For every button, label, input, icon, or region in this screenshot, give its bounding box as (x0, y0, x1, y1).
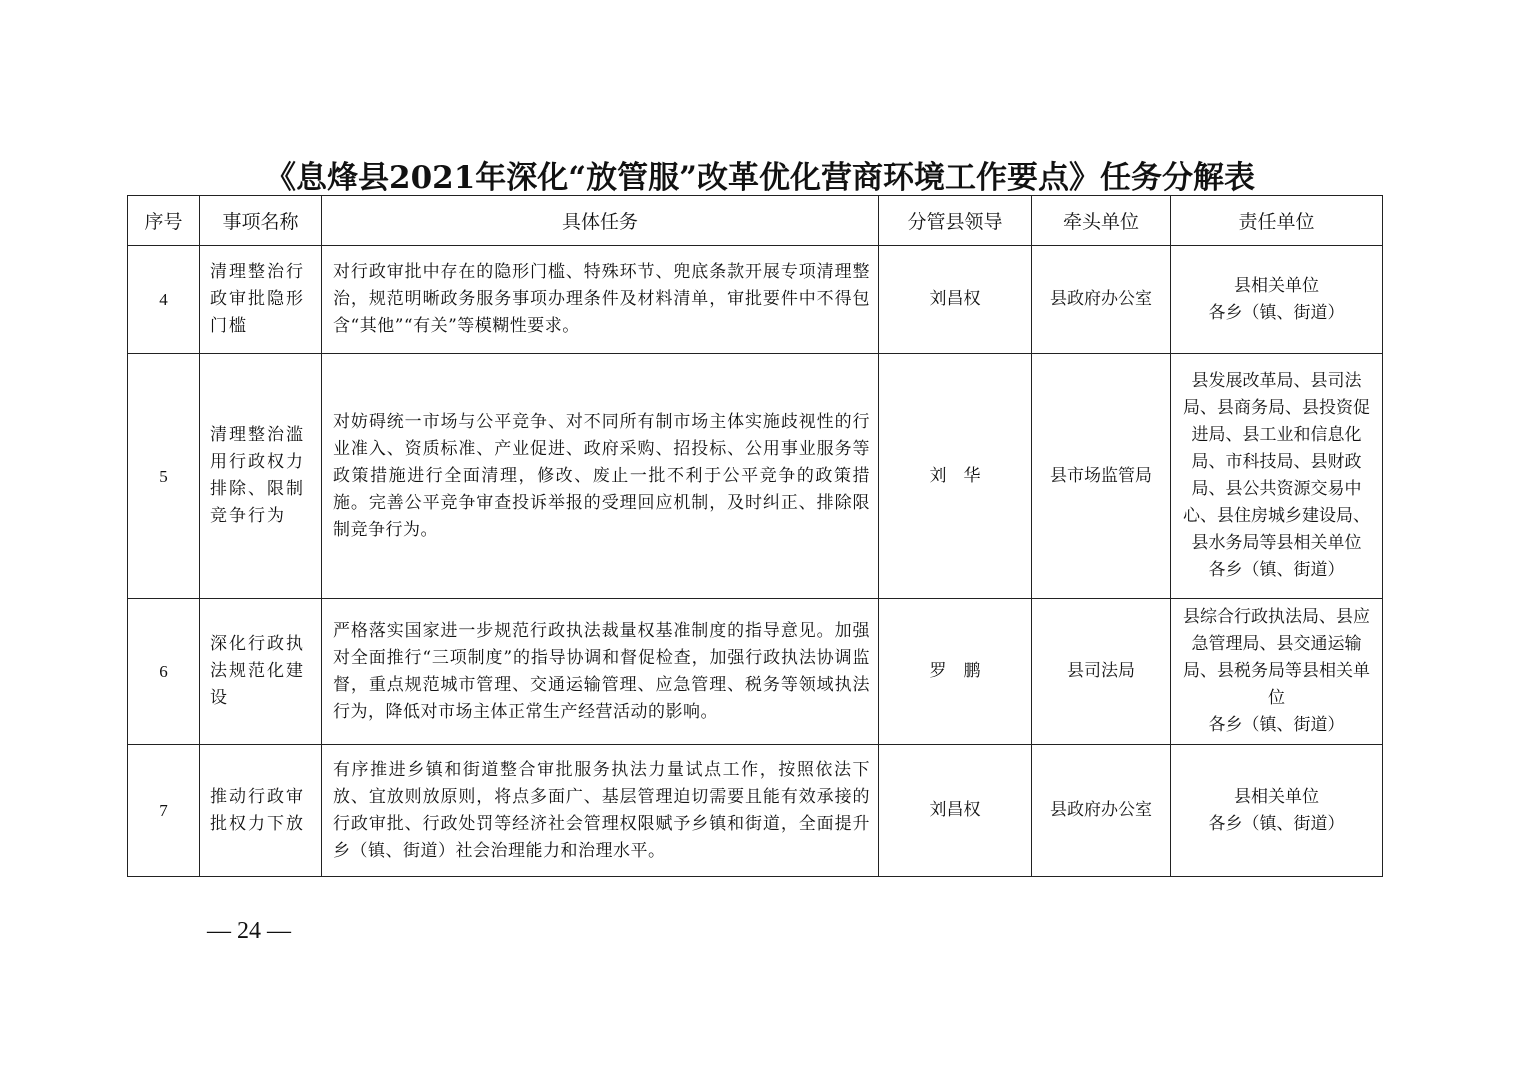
resp-unit-main: 县相关单位 (1234, 275, 1319, 296)
page-number: — 24 — (207, 918, 291, 944)
table-row (128, 745, 1383, 877)
row-leader: 刘昌权 (879, 745, 1032, 877)
resp-unit-towns: 各乡（镇、街道） (1208, 302, 1345, 323)
row-task: 对行政审批中存在的隐形门槛、特殊环节、兜底条款开展专项清理整治，规范明晰政务服务事项办理条件及材料清单，审批要件中不得包含“其他”“有关”等模糊性要求。 (322, 246, 879, 354)
resp-unit-towns: 各乡（镇、街道） (1208, 560, 1345, 580)
row-resp-unit (1171, 354, 1383, 599)
header-task: 具体任务 (322, 196, 879, 246)
row-name: 推动行政审批权力下放 (200, 745, 322, 877)
row-no: 7 (128, 745, 200, 877)
row-no: 5 (128, 354, 200, 599)
row-name: 清理整治行政审批隐形门槛 (200, 246, 322, 354)
resp-unit-towns: 各乡（镇、街道） (1208, 715, 1345, 735)
header-leader: 分管县领导 (879, 196, 1032, 246)
row-leader: 罗 鹏 (879, 599, 1032, 745)
row-lead-unit: 县政府办公室 (1032, 745, 1171, 877)
row-lead-unit: 县政府办公室 (1032, 246, 1171, 354)
row-leader: 刘 华 (879, 354, 1032, 599)
row-task: 对妨碍统一市场与公平竞争、对不同所有制市场主体实施歧视性的行业准入、资质标准、产业促进、政府采购、招投标、公用事业服务等政策措施进行全面清理，修改、废止一批不利于公平竞争的政策措施。完善公平竞争审查投诉举报的受理回应机制，及时纠正、排除限制竞争行为。 (322, 354, 879, 599)
header-resp-unit: 责任单位 (1171, 196, 1383, 246)
row-name: 清理整治滥用行政权力排除、限制竞争行为 (200, 354, 322, 599)
row-resp-unit (1171, 745, 1383, 877)
resp-unit-main: 县相关单位 (1234, 786, 1319, 807)
task-table (127, 195, 1383, 877)
resp-unit-main: 县综合行政执法局、县应急管理局、县交通运输局、县税务局等县相关单位 (1183, 607, 1370, 708)
row-resp-unit (1171, 246, 1383, 354)
table-row (128, 599, 1383, 745)
header-name: 事项名称 (200, 196, 322, 246)
row-task: 有序推进乡镇和街道整合审批服务执法力量试点工作，按照依法下放、宜放则放原则，将点多面广、基层管理迫切需要且能有效承接的行政审批、行政处罚等经济社会管理权限赋予乡镇和街道，全面提升乡（镇、街道）社会治理能力和治理水平。 (322, 745, 879, 877)
row-name: 深化行政执法规范化建设 (200, 599, 322, 745)
resp-unit-towns: 各乡（镇、街道） (1208, 813, 1345, 834)
row-resp-unit (1171, 599, 1383, 745)
row-no: 4 (128, 246, 200, 354)
row-task: 严格落实国家进一步规范行政执法裁量权基准制度的指导意见。加强对全面推行“三项制度”的指导协调和督促检查，加强行政执法协调监督，重点规范城市管理、交通运输管理、应急管理、税务等领域执法行为，降低对市场主体正常生产经营活动的影响。 (322, 599, 879, 745)
row-no: 6 (128, 599, 200, 745)
page-title: 《息烽县2021年深化“放管服”改革优化营商环境工作要点》任务分解表 (265, 160, 1255, 196)
table-header-row (128, 196, 1383, 246)
header-lead-unit: 牵头单位 (1032, 196, 1171, 246)
table-row (128, 354, 1383, 599)
row-leader: 刘昌权 (879, 246, 1032, 354)
header-no: 序号 (128, 196, 200, 246)
row-lead-unit: 县司法局 (1032, 599, 1171, 745)
resp-unit-main: 县发展改革局、县司法局、县商务局、县投资促进局、县工业和信息化局、市科技局、县财政局、县公共资源交易中心、县住房城乡建设局、县水务局等县相关单位 (1183, 371, 1370, 553)
row-lead-unit: 县市场监管局 (1032, 354, 1171, 599)
table-row (128, 246, 1383, 354)
